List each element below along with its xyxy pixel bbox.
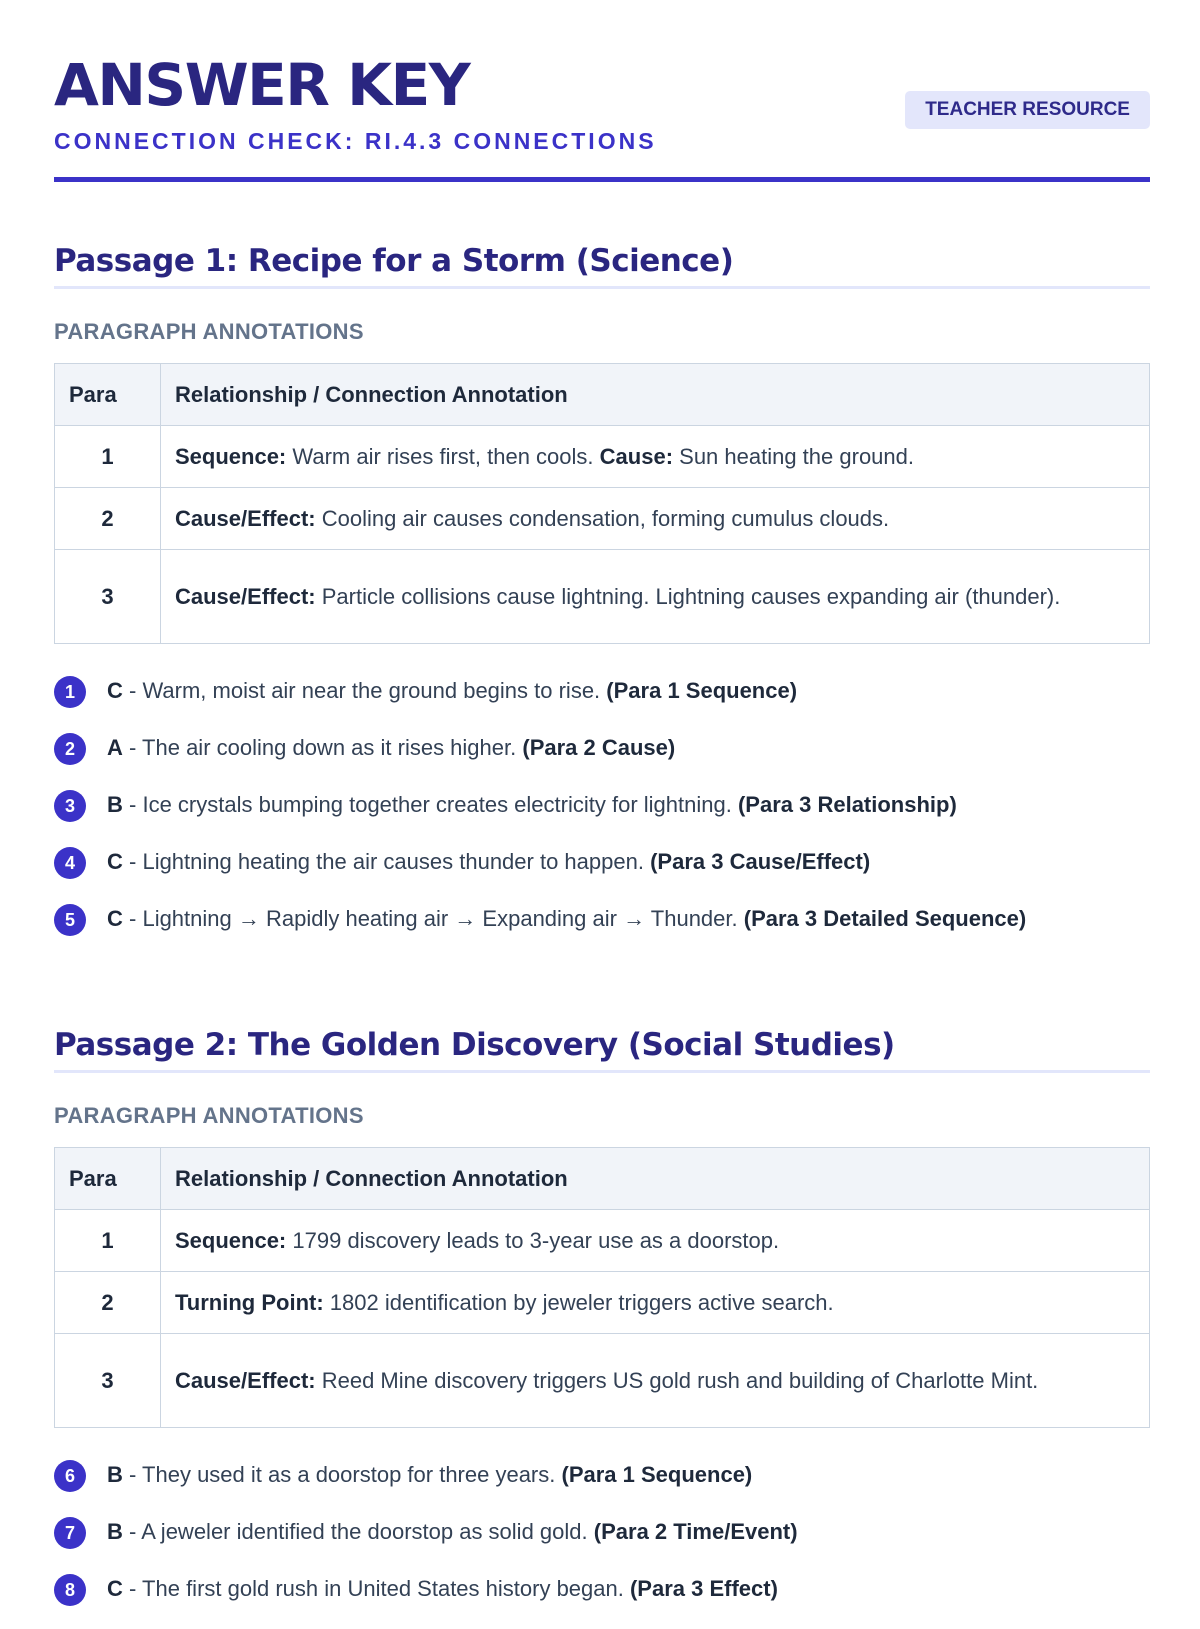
annotation-cell [161,426,1150,488]
answer-text: Warm, moist air near the ground begins to rise. [142,678,601,703]
para-number: 1 [55,426,161,488]
passage-2-answers [54,1458,1150,1629]
answer-item: 6 B - They used it as a doorstop for three years. (Para 1 Sequence) [54,1458,1150,1515]
para-number: 3 [55,1334,161,1428]
question-number-badge: 5 [54,904,86,936]
answer-text: Lightning → Rapidly heating air → Expanding air → Thunder. [142,906,738,931]
answer-item: 1 C - Warm, moist air near the ground begins to rise. (Para 1 Sequence) [54,674,1150,731]
table-row [55,488,1150,550]
table-row [55,426,1150,488]
answer-letter: C [107,906,123,931]
relationship-type: Cause/Effect: [175,505,316,531]
relationship-type: Cause: [599,443,674,469]
annotation-text: 1802 identification by jeweler triggers active search. [329,1289,834,1315]
answer-letter: C [107,1576,123,1601]
question-number-badge: 8 [54,1574,86,1606]
relationship-type: Turning Point: [175,1289,324,1315]
passage-2-section [54,1022,1150,1629]
annotation-cell [161,1334,1150,1428]
answer-letter: B [107,1519,123,1544]
answer-text: Lightning heating the air causes thunder to happen. [142,849,644,874]
question-number-badge: 7 [54,1517,86,1549]
col-header-para: Para [55,1148,161,1210]
answer-item: 7 B - A jeweler identified the doorstop as solid gold. (Para 2 Time/Event) [54,1515,1150,1572]
table-row [55,550,1150,644]
answer-text: They used it as a doorstop for three years. [142,1462,556,1487]
answer-reference: (Para 1 Sequence) [561,1462,753,1487]
para-number: 1 [55,1210,161,1272]
annotation-text: Sun heating the ground. [679,443,914,469]
answer-text: A jeweler identified the doorstop as solid gold. [141,1519,588,1544]
page-header [54,0,1150,182]
question-number-badge: 2 [54,733,86,765]
question-number-badge: 1 [54,676,86,708]
answer-item: 8 C - The first gold rush in United States history began. (Para 3 Effect) [54,1572,1150,1629]
teacher-resource-badge: TEACHER RESOURCE [905,91,1150,129]
passage-2-annotations-table [54,1147,1150,1428]
annotation-text: Cooling air causes condensation, forming cumulus clouds. [321,505,890,531]
passage-1-section [54,238,1150,959]
relationship-type: Sequence: [175,443,287,469]
col-header-para: Para [55,364,161,426]
col-header-annotation: Relationship / Connection Annotation [161,364,1150,426]
answer-key-page [54,0,1150,1629]
para-number: 2 [55,1272,161,1334]
passage-1-answers [54,674,1150,959]
passage-1-annotations-label: PARAGRAPH ANNOTATIONS [54,319,364,344]
answer-text: The air cooling down as it rises higher. [142,735,517,760]
table-header-row [55,364,1150,426]
annotation-text: 1799 discovery leads to 3-year use as a doorstop. [292,1227,780,1253]
col-header-annotation: Relationship / Connection Annotation [161,1148,1150,1210]
table-row [55,1334,1150,1428]
annotation-cell [161,1272,1150,1334]
passage-2-title: Passage 2: The Golden Discovery (Social Studies) [54,1022,1150,1073]
annotation-cell [161,1210,1150,1272]
question-number-badge: 3 [54,790,86,822]
answer-reference: (Para 3 Detailed Sequence) [743,906,1027,931]
answer-reference: (Para 1 Sequence) [606,678,798,703]
table-header-row [55,1148,1150,1210]
table-row [55,1272,1150,1334]
relationship-type: Cause/Effect: [175,1367,316,1393]
page-title: ANSWER KEY [54,51,470,119]
question-number-badge: 6 [54,1460,86,1492]
answer-reference: (Para 2 Cause) [522,735,676,760]
passage-2-annotations-label: PARAGRAPH ANNOTATIONS [54,1103,364,1128]
answer-letter: C [107,849,123,874]
answer-text: Ice crystals bumping together creates electricity for lightning. [142,792,732,817]
passage-1-title: Passage 1: Recipe for a Storm (Science) [54,238,1150,289]
annotation-text: Particle collisions cause lightning. Lightning causes expanding air (thunder). [321,583,1061,609]
table-row [55,1210,1150,1272]
answer-item: 2 A - The air cooling down as it rises higher. (Para 2 Cause) [54,731,1150,788]
answer-letter: A [107,735,123,760]
answer-reference: (Para 3 Effect) [629,1576,778,1601]
answer-letter: C [107,678,123,703]
annotation-text: Warm air rises first, then cools. [292,443,594,469]
para-number: 2 [55,488,161,550]
relationship-type: Cause/Effect: [175,583,316,609]
answer-reference: (Para 3 Cause/Effect) [650,849,871,874]
answer-letter: B [107,1462,123,1487]
passage-1-annotations-table [54,363,1150,644]
relationship-type: Sequence: [175,1227,287,1253]
page-subtitle: CONNECTION CHECK: RI.4.3 CONNECTIONS [54,128,657,154]
answer-item: 5 C - Lightning → Rapidly heating air → Expanding air → Thunder. (Para 3 Detailed Sequence) [54,902,1150,959]
answer-item: 3 B - Ice crystals bumping together creates electricity for lightning. (Para 3 Relationship) [54,788,1150,845]
para-number: 3 [55,550,161,644]
question-number-badge: 4 [54,847,86,879]
answer-reference: (Para 2 Time/Event) [593,1519,798,1544]
answer-item: 4 C - Lightning heating the air causes thunder to happen. (Para 3 Cause/Effect) [54,845,1150,902]
annotation-cell [161,488,1150,550]
answer-letter: B [107,792,123,817]
answer-reference: (Para 3 Relationship) [737,792,957,817]
annotation-text: Reed Mine discovery triggers US gold rush and building of Charlotte Mint. [321,1367,1039,1393]
annotation-cell [161,550,1150,644]
answer-text: The first gold rush in United States history began. [142,1576,624,1601]
